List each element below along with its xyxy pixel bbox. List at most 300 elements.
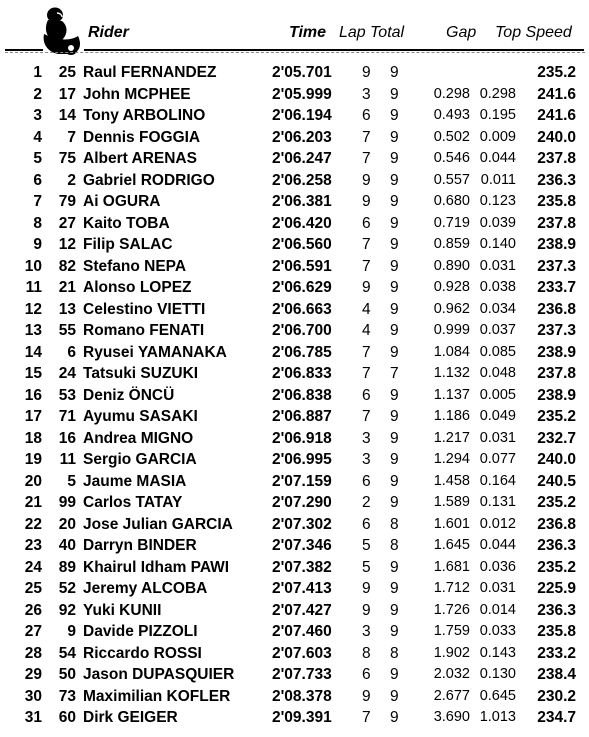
gap-to-leader: 0.680 [433, 193, 470, 209]
best-lap: 6 [362, 666, 371, 683]
motorcycle-rider-icon [38, 6, 84, 56]
gap-to-previous: 0.085 [479, 343, 516, 360]
total-laps: 9 [390, 558, 399, 576]
col-gap: Gap [446, 24, 477, 41]
gap-to-leader: 1.902 [433, 644, 470, 661]
gap-to-leader: 0.546 [433, 150, 470, 166]
rider-number: 92 [58, 601, 76, 619]
best-lap: 7 [362, 128, 371, 146]
rider-number: 50 [58, 666, 76, 683]
position: 17 [24, 408, 42, 425]
position: 8 [33, 214, 42, 232]
table-row [0, 234, 589, 256]
position: 2 [33, 85, 42, 103]
total-laps: 9 [390, 171, 399, 189]
lap-time: 2'07.427 [272, 601, 332, 619]
total-laps: 9 [390, 666, 399, 683]
lap-time: 2'06.663 [272, 300, 332, 318]
table-row [0, 148, 589, 170]
total-laps: 9 [390, 322, 399, 339]
total-laps: 9 [390, 408, 399, 425]
rider-name: Yuki KUNII [83, 601, 162, 619]
position: 28 [24, 644, 42, 662]
rider-name: Celestino VIETTI [83, 300, 206, 318]
gap-to-leader: 0.719 [433, 214, 470, 231]
lap-time: 2'06.560 [272, 236, 332, 253]
top-speed: 240.5 [537, 472, 576, 490]
top-speed: 235.8 [537, 193, 576, 210]
table-row [0, 557, 589, 579]
lap-time: 2'07.302 [272, 515, 332, 533]
best-lap: 7 [362, 150, 371, 167]
rider-number: 40 [58, 537, 76, 554]
position: 15 [24, 365, 42, 382]
lap-time: 2'07.460 [272, 623, 332, 640]
rider-number: 6 [67, 343, 76, 361]
top-speed: 230.2 [537, 687, 576, 705]
total-laps: 9 [390, 279, 399, 296]
top-speed: 235.2 [537, 64, 576, 81]
gap-to-previous: 0.014 [479, 601, 516, 618]
rider-name: Ai OGURA [83, 193, 161, 210]
col-time: Time [289, 24, 327, 41]
gap-to-previous: 0.298 [479, 85, 516, 102]
gap-to-previous: 0.011 [480, 171, 516, 188]
best-lap: 9 [362, 64, 371, 81]
lap-time: 2'06.838 [272, 386, 332, 404]
top-speed: 238.9 [537, 386, 576, 404]
top-speed: 237.8 [537, 365, 576, 382]
top-speed: 238.4 [537, 666, 576, 683]
table-row [0, 428, 589, 450]
lap-time: 2'08.378 [272, 687, 332, 705]
gap-to-leader: 1.217 [433, 429, 470, 446]
lap-time: 2'06.591 [272, 257, 332, 275]
rider-name: Ayumu SASAKI [83, 408, 198, 425]
total-laps: 9 [390, 64, 399, 81]
top-speed: 236.3 [537, 601, 576, 619]
gap-to-leader: 0.928 [433, 279, 470, 295]
best-lap: 9 [362, 193, 371, 210]
col-total: Total [370, 24, 405, 41]
table-row [0, 213, 589, 235]
total-laps: 9 [390, 601, 399, 619]
table-row [0, 385, 589, 407]
top-speed: 241.6 [537, 107, 576, 124]
best-lap: 9 [362, 687, 371, 705]
best-lap: 8 [362, 644, 371, 662]
best-lap: 5 [362, 537, 371, 554]
best-lap: 4 [362, 300, 371, 318]
rider-number: 13 [58, 300, 76, 318]
top-speed: 240.0 [537, 128, 576, 146]
best-lap: 7 [362, 365, 371, 382]
total-laps: 9 [390, 580, 399, 597]
lap-time: 2'05.999 [272, 85, 332, 103]
lap-time: 2'06.887 [272, 408, 332, 425]
position: 29 [24, 666, 42, 683]
total-laps: 7 [390, 365, 399, 382]
gap-to-leader: 1.645 [433, 537, 470, 553]
gap-to-leader: 0.999 [433, 322, 470, 338]
table-row [0, 449, 589, 471]
rider-number: 11 [59, 451, 76, 468]
position: 25 [24, 580, 42, 597]
gap-to-leader: 1.132 [433, 365, 470, 381]
gap-to-previous: 0.143 [479, 644, 516, 661]
table-row [0, 600, 589, 622]
rider-name: Tony ARBOLINO [83, 107, 206, 124]
rider-name: Sergio GARCIA [83, 451, 197, 468]
gap-to-previous: 0.195 [479, 107, 516, 123]
rider-number: 54 [58, 644, 76, 662]
position: 11 [25, 279, 42, 296]
best-lap: 7 [362, 257, 371, 275]
best-lap: 9 [362, 171, 371, 189]
best-lap: 3 [362, 429, 371, 447]
table-row [0, 299, 589, 321]
top-speed: 235.8 [537, 623, 576, 640]
gap-to-previous: 1.013 [479, 709, 516, 725]
total-laps: 9 [390, 386, 399, 404]
rider-number: 24 [58, 365, 76, 382]
rider-name: John MCPHEE [83, 85, 191, 103]
table-row [0, 127, 589, 149]
gap-to-previous: 0.140 [479, 236, 516, 252]
gap-to-leader: 1.186 [433, 408, 470, 424]
rider-name: Raul FERNANDEZ [83, 64, 217, 81]
rider-name: Darryn BINDER [83, 537, 197, 554]
gap-to-previous: 0.031 [479, 257, 516, 274]
rider-name: Riccardo ROSSI [83, 644, 202, 662]
best-lap: 9 [362, 279, 371, 296]
col-top-speed: Top Speed [495, 24, 572, 41]
table-row [0, 342, 589, 364]
top-speed: 237.3 [537, 322, 576, 339]
lap-time: 2'06.247 [272, 150, 332, 167]
total-laps: 9 [390, 236, 399, 253]
total-laps: 9 [390, 85, 399, 103]
rider-name: Andrea MIGNO [83, 429, 194, 447]
rider-name: Davide PIZZOLI [83, 623, 198, 640]
position: 24 [24, 558, 42, 576]
rider-name: Jose Julian GARCIA [83, 515, 233, 533]
total-laps: 9 [390, 107, 399, 124]
table-row [0, 406, 589, 428]
table-row [0, 256, 589, 278]
rider-name: Jason DUPASQUIER [83, 666, 235, 683]
rider-number: 16 [58, 429, 76, 447]
top-speed: 238.9 [537, 343, 576, 361]
total-laps: 9 [390, 687, 399, 705]
rider-name: Carlos TATAY [83, 494, 183, 511]
gap-to-previous: 0.039 [479, 214, 516, 231]
lap-time: 2'07.159 [272, 472, 332, 490]
top-speed: 241.6 [537, 85, 576, 103]
table-row [0, 621, 589, 643]
gap-to-previous: 0.034 [479, 300, 516, 317]
gap-to-previous: 0.130 [479, 666, 516, 682]
rider-number: 21 [58, 279, 76, 296]
gap-to-leader: 2.677 [433, 687, 470, 704]
header-dashed-rule [5, 52, 585, 53]
lap-time: 2'06.420 [272, 214, 332, 232]
gap-to-previous: 0.123 [479, 193, 516, 209]
total-laps: 9 [390, 709, 399, 726]
best-lap: 7 [362, 343, 371, 361]
best-lap: 7 [362, 709, 371, 726]
gap-to-leader: 0.962 [433, 300, 470, 317]
gap-to-leader: 1.137 [433, 386, 470, 403]
gap-to-previous: 0.031 [479, 429, 516, 446]
gap-to-leader: 1.601 [433, 515, 470, 532]
lap-time: 2'06.194 [272, 107, 332, 124]
rider-name: Albert ARENAS [83, 150, 197, 167]
position: 13 [24, 322, 42, 339]
best-lap: 4 [362, 322, 371, 339]
table-row [0, 492, 589, 514]
total-laps: 9 [390, 472, 399, 490]
table-row [0, 664, 589, 686]
gap-to-leader: 0.502 [433, 128, 470, 145]
gap-to-previous: 0.012 [479, 515, 516, 532]
gap-to-previous: 0.044 [479, 537, 516, 553]
position: 19 [24, 451, 42, 468]
best-lap: 3 [362, 623, 371, 640]
rider-number: 2 [67, 171, 76, 189]
top-speed: 233.2 [537, 644, 576, 662]
gap-to-leader: 2.032 [433, 666, 470, 682]
top-speed: 240.0 [537, 451, 576, 468]
gap-to-leader: 0.557 [433, 171, 470, 188]
rider-name: Jaume MASIA [83, 472, 187, 490]
table-row [0, 535, 589, 557]
gap-to-previous: 0.131 [479, 494, 516, 510]
table-row [0, 191, 589, 213]
rider-name: Dirk GEIGER [83, 709, 178, 726]
rider-name: Gabriel RODRIGO [83, 171, 215, 189]
gap-to-leader: 0.298 [433, 85, 470, 102]
rider-name: Khairul Idham PAWI [83, 558, 230, 576]
total-laps: 9 [390, 343, 399, 361]
lap-time: 2'06.381 [272, 193, 332, 210]
total-laps: 8 [390, 644, 399, 662]
table-row [0, 643, 589, 665]
best-lap: 2 [362, 494, 371, 511]
lap-time: 2'06.258 [272, 171, 332, 189]
rider-name: Tatsuki SUZUKI [83, 365, 199, 382]
position: 4 [33, 128, 42, 146]
position: 23 [24, 537, 42, 554]
lap-time: 2'06.629 [272, 279, 332, 296]
gap-to-previous: 0.009 [479, 128, 516, 145]
position: 9 [33, 236, 42, 253]
rider-number: 89 [58, 558, 76, 576]
top-speed: 235.2 [537, 408, 576, 425]
position: 12 [24, 300, 42, 318]
gap-to-previous: 0.031 [479, 580, 516, 596]
table-row [0, 471, 589, 493]
position: 22 [24, 515, 42, 533]
total-laps: 9 [390, 128, 399, 146]
best-lap: 7 [362, 236, 371, 253]
gap-to-leader: 0.493 [433, 107, 470, 123]
gap-to-leader: 1.084 [433, 343, 470, 360]
table-row [0, 105, 589, 127]
gap-to-leader: 1.589 [433, 494, 470, 510]
gap-to-previous: 0.005 [479, 386, 516, 403]
lap-time: 2'07.382 [272, 558, 332, 576]
rider-number: 20 [58, 515, 76, 533]
table-row [0, 84, 589, 106]
position: 1 [33, 64, 42, 81]
gap-to-previous: 0.037 [479, 322, 516, 338]
top-speed: 237.3 [537, 257, 576, 275]
table-row [0, 320, 589, 342]
best-lap: 5 [362, 558, 371, 576]
position: 20 [24, 472, 42, 490]
lap-time: 2'07.733 [272, 666, 332, 683]
gap-to-leader: 1.294 [433, 451, 470, 467]
lap-time: 2'09.391 [272, 709, 332, 726]
best-lap: 6 [362, 107, 371, 124]
position: 10 [24, 257, 42, 275]
table-row [0, 170, 589, 192]
rider-number: 52 [58, 580, 76, 597]
rider-name: Ryusei YAMANAKA [83, 343, 227, 361]
total-laps: 9 [390, 623, 399, 640]
best-lap: 3 [362, 451, 371, 468]
top-speed: 237.8 [537, 214, 576, 232]
total-laps: 9 [390, 429, 399, 447]
top-speed: 225.9 [537, 580, 576, 597]
total-laps: 9 [390, 214, 399, 232]
rider-name: Filip SALAC [83, 236, 173, 253]
top-speed: 234.7 [537, 709, 576, 726]
rider-number: 25 [58, 64, 76, 81]
table-row [0, 686, 589, 708]
table-header [0, 0, 589, 60]
position: 18 [24, 429, 42, 447]
best-lap: 3 [362, 85, 371, 103]
total-laps: 9 [390, 494, 399, 511]
top-speed: 236.8 [537, 515, 576, 533]
lap-time: 2'06.700 [272, 322, 332, 339]
best-lap: 7 [362, 408, 371, 425]
table-row [0, 277, 589, 299]
gap-to-previous: 0.077 [479, 451, 516, 467]
gap-to-previous: 0.036 [479, 558, 516, 575]
lap-time: 2'05.701 [272, 64, 332, 81]
rider-number: 14 [58, 107, 76, 124]
rider-number: 27 [58, 214, 76, 232]
rider-name: Stefano NEPA [83, 257, 187, 275]
rider-number: 5 [67, 472, 76, 490]
best-lap: 6 [362, 214, 371, 232]
best-lap: 9 [362, 601, 371, 619]
rider-number: 9 [67, 623, 76, 640]
table-row [0, 514, 589, 536]
gap-to-previous: 0.033 [479, 623, 516, 639]
position: 3 [33, 107, 42, 124]
lap-time: 2'07.413 [272, 580, 332, 597]
best-lap: 9 [362, 580, 371, 597]
position: 30 [24, 687, 42, 705]
rider-name: Kaito TOBA [83, 214, 170, 232]
position: 14 [24, 343, 42, 361]
rider-number: 82 [58, 257, 76, 275]
rider-name: Deniz ÖNCÜ [83, 386, 175, 404]
rider-number: 60 [58, 709, 76, 726]
gap-to-leader: 1.712 [433, 580, 470, 596]
table-row [0, 363, 589, 385]
gap-to-leader: 0.890 [433, 257, 470, 274]
position: 31 [24, 709, 42, 726]
gap-to-leader: 1.726 [433, 601, 470, 618]
col-lap: Lap [339, 24, 366, 41]
rider-number: 12 [58, 236, 76, 253]
table-row [0, 578, 589, 600]
gap-to-leader: 1.681 [433, 558, 470, 575]
rider-number: 55 [58, 322, 76, 339]
top-speed: 232.7 [537, 429, 576, 447]
lap-time: 2'07.290 [272, 494, 332, 511]
position: 6 [33, 171, 42, 189]
gap-to-leader: 0.859 [433, 236, 470, 252]
total-laps: 9 [390, 257, 399, 275]
total-laps: 9 [390, 150, 399, 167]
total-laps: 8 [390, 537, 399, 554]
rider-name: Jeremy ALCOBA [83, 580, 208, 597]
rider-number: 79 [58, 193, 76, 210]
gap-to-previous: 0.164 [479, 472, 516, 489]
rider-number: 17 [58, 85, 76, 103]
lap-time: 2'06.918 [272, 429, 332, 447]
header-rule-right [84, 49, 584, 51]
top-speed: 235.2 [537, 494, 576, 511]
position: 7 [33, 193, 42, 210]
rider-name: Dennis FOGGIA [83, 128, 201, 146]
top-speed: 237.8 [537, 150, 576, 167]
col-rider: Rider [88, 24, 129, 41]
top-speed: 233.7 [537, 279, 576, 296]
lap-time: 2'07.346 [272, 537, 332, 554]
lap-time: 2'06.785 [272, 343, 332, 361]
gap-to-previous: 0.048 [479, 365, 516, 381]
gap-to-previous: 0.038 [479, 279, 516, 295]
total-laps: 8 [390, 515, 399, 533]
lap-time: 2'07.603 [272, 644, 332, 662]
rider-number: 99 [58, 494, 76, 511]
total-laps: 9 [390, 451, 399, 468]
gap-to-leader: 1.458 [433, 472, 470, 489]
gap-to-previous: 0.049 [479, 408, 516, 424]
lap-time: 2'06.833 [272, 365, 332, 382]
total-laps: 9 [390, 193, 399, 210]
rider-number: 53 [58, 386, 76, 404]
gap-to-leader: 1.759 [433, 623, 470, 639]
position: 21 [24, 494, 42, 511]
rider-name: Alonso LOPEZ [83, 279, 192, 296]
table-row [0, 707, 589, 729]
lap-time: 2'06.995 [272, 451, 332, 468]
header-rule-left [5, 49, 43, 51]
rider-number: 71 [58, 408, 76, 425]
top-speed: 235.2 [537, 558, 576, 576]
rider-name: Maximilian KOFLER [83, 687, 231, 705]
position: 5 [33, 150, 42, 167]
top-speed: 238.9 [537, 236, 576, 253]
